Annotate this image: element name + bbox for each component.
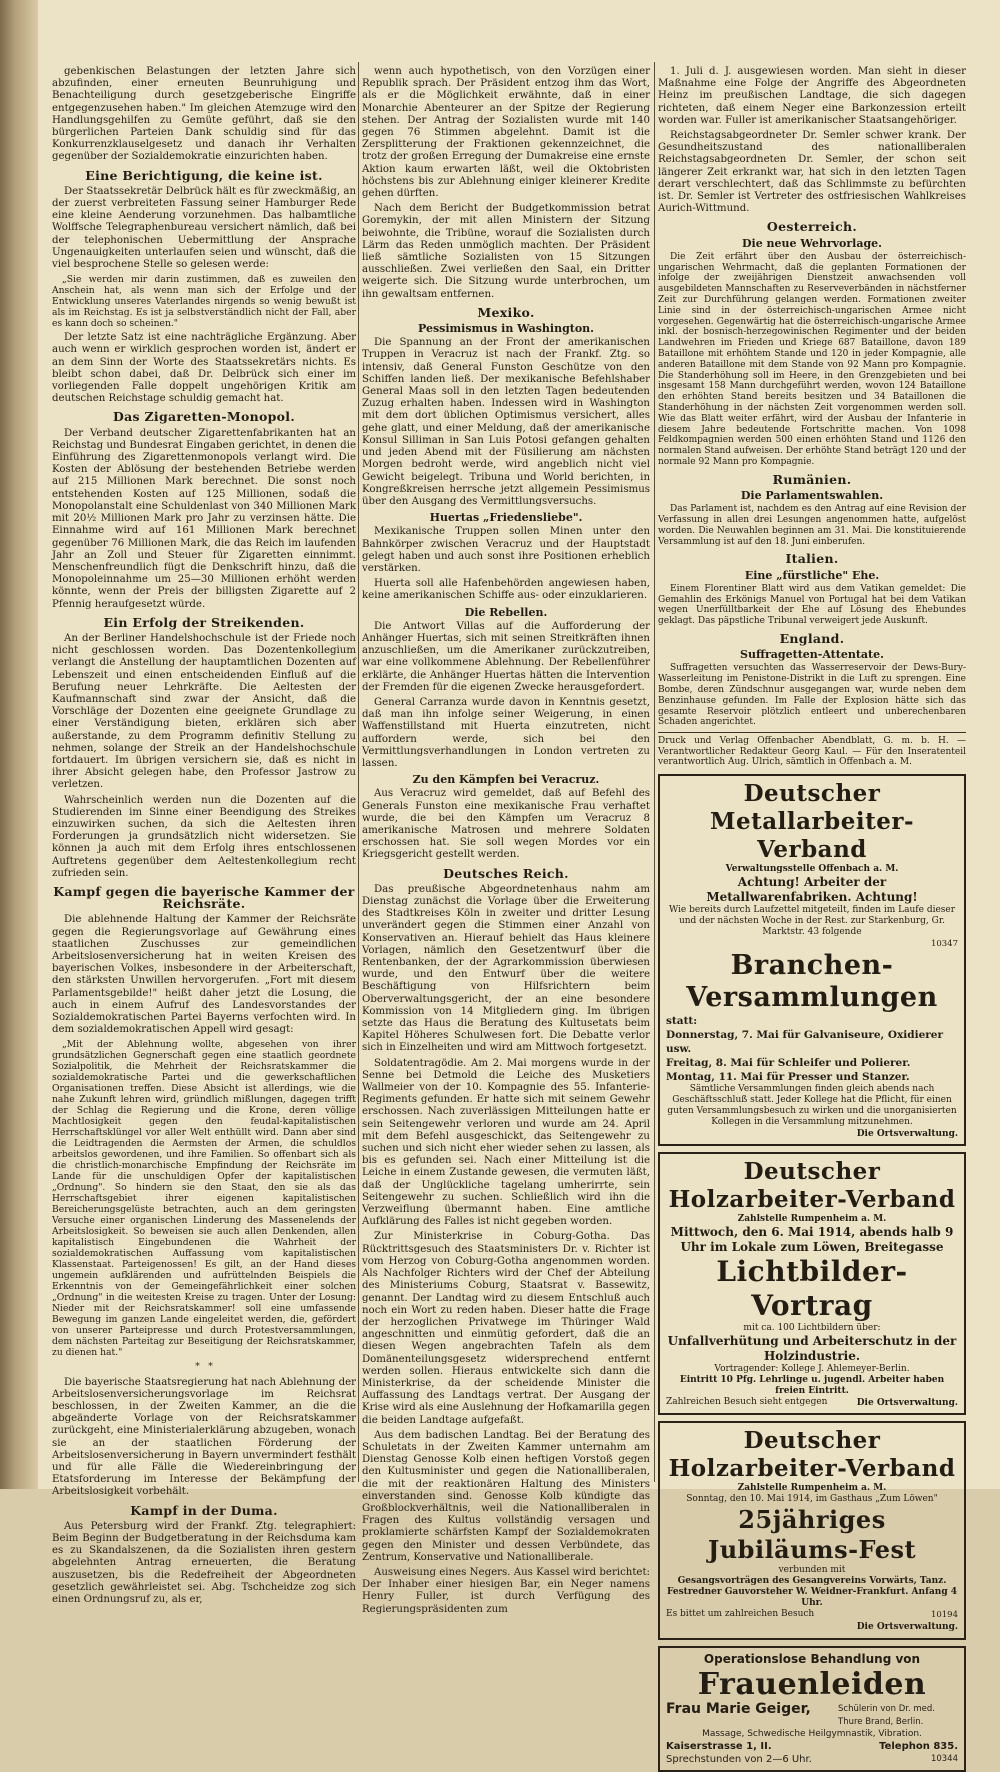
subheadline: Huertas „Friedensliebe". [429, 511, 583, 525]
paragraph: 1. Juli d. J. ausgewiesen worden. Man sieht in dieser Maßnahme eine Folge der Angriffe des Abgeordneten Heinz im preußischen Landtage, die sich dagegen richteten, daß einem Neger eine Barkonzession erteilt worden war. Fuller ist amerikanischer Staatsangehöriger. [658, 66, 966, 126]
paragraph: Die Zeit erfährt über den Ausbau der österreichisch-ungarischen Wehrmacht, daß die geplanten Formationen der infolge der zweijährigen Dienstzeit anwachsenden voll ausgebildeten Mannschaften zu Reserveverbänden in nächstferner Zeit zur Durchführung gelangen werden. Formationen zweiter Linie sind in der österreichisch-ungarischen Armee nicht vorgesehen. Gegenwärtig hat die österreichisch-ungarische Armee inkl. der bosnisch-herzegowinischen Regimenter und der beiden Landwehren im Frieden und Kriege 687 Bataillone, davon 189 Bataillone mit erhöhtem Stande und 120 in jeder Kompagnie, alle anderen Bataillone mit dem Stande von 92 Mann pro Kompagnie. Die Standerhöhung soll im Heere, in den Grenzgebieten und bei insgesamt 158 Mann durchgeführt werden, wovon 124 Bataillone den erhöhten Stand bereits besitzen und 34 Bataillonen die Standerhöhung in der nächsten Zeit vorgenommen werden soll. Wie das Blatt weiter erfährt, wird der Ausbau der Infanterie in diesem Jahre bedeutende Fortschritte machen. Von 1098 Feldkompagnien werden 500 einen erhöhten Stand und 1126 den normalen Stand aufweisen. Der erhöhte Stand beträgt 120 und der normale 92 Mann pro Kompagnie. [658, 251, 966, 467]
subheadline: Pessimismus in Washington. [417, 322, 595, 336]
paragraph: Die Spannung an der Front der amerikanischen Truppen in Veracruz ist nach der Frankf. Ztg. so intensiv, daß General Funston Geschütze von den Schiffen landen ließ. Der mexikanische Befehlshaber General Maas soll in den letzten Tagen bedeutenden Zuzug erhalten haben. Indessen wird in Washington mit dem dort üblichen Optimismus versichert, alles gehe glatt, und einer Meldung, daß der amerikanische Konsul Silliman in San Luis Potosi gefangen gehalten und jeden Abend mit der Füsilierung am nächsten Morgen bedroht werde, wird angeblich nicht viel Gewicht beigelegt. Tribuna und World berichten, in Kongreßkreisen herrsche jetzt allgemein Pessimismus über den Ausgang des Vermittlungsversuchs. [362, 337, 650, 507]
ad-title: Deutscher Holzarbeiter-Verband [668, 1427, 956, 1483]
ad-metallarbeiter [658, 774, 966, 1146]
subheadline: Die Parlamentswahlen. [740, 488, 884, 502]
ad-holzarbeiter-jubilaeum [658, 1421, 966, 1639]
paragraph: An der Berliner Handelshochschule ist der Friede noch nicht geschlossen worden. Das Dozentenkollegium verlangt die Anstellung der hauptamtlichen Dozenten auf Lebenszeit und einen entscheidenden Einfluß auf die Berufung neuer Lehrkräfte. Die Aeltesten der Kaufmannschaft sind zwar der Ansicht, daß die Vorschläge der Dozenten eine geeignete Grundlage zu einer Verständigung bieten, erklären sich aber außerstande, zu dem Programm definitiv Stellung zu nehmen, solange der Streik an der Handelshochschule fortdauert. Im übrigen versichern sie, daß es nicht in ihrer Absicht gelegen habe, den Professor Jastrow zu verletzen. [52, 632, 356, 791]
ad-headline: Frauenleiden [697, 1666, 927, 1702]
ad-name-row [666, 1700, 958, 1729]
ad-subtitle: Zahlstelle Rumpenheim a. M. [737, 1483, 887, 1494]
column-middle [362, 66, 650, 1615]
paragraph: Die Antwort Villas auf die Aufforderung der Anhänger Huertas, sich mit seinen Streitkräften ihnen anzuschließen, um die Amerikaner zurückzutreiben, war eine vollkommene Ablehnung. Der Rebellenführer erklärte, die Anhänger Huertas hätten die Intervention der Fremden für die eigenen Zwecke herausgefordert. [362, 620, 650, 693]
paragraph: Der letzte Satz ist eine nachträgliche Ergänzung. Aber auch wenn er wirklich gesprochen worden ist, ändert er an dem Sinn der Worte des Staatssekretärs nichts. Es bleibt schon dabei, daß Dr. Delbrück sich einer im vorliegenden Falle doppelt ungehörigen Kritik am deutschen Reichstage schuldig gemacht hat. [52, 332, 356, 405]
ad-statt: statt: [666, 1014, 698, 1027]
paragraph: Zur Ministerkrise in Coburg-Gotha. Das Rücktrittsgesuch des Staatsministers Dr. v. Richter ist vom Herzog von Coburg-Gotha angenommen worden. Als Nachfolger Richters wird der Chef der Abteilung des Ministeriums Coburg, Staatsrat v. Bassewitz, genannt. Der Landtag wird zu diesem Entschluß auch noch ein Wort zu reden haben. Dieser hatte die Frage der herzoglichen Privatwege im Thüringer Wald angeschnitten und einmütig gefordert, daß die an diesen Wegen angebrachten Tafeln als dem Domänenteilungsgesetz widersprechend entfernt werden sollen. Hieraus entwickelte sich dann die Ministerkrise, da der scheidende Minister die Auffassung des Landtags vertrat. Der Ausgang der Krise wird als eine Auslehnung der Hofkamarilla gegen die beiden Landtage aufgefaßt. [362, 1231, 650, 1426]
ad-speech: Festredner Gauvorsteher W. Weidner-Frankfurt. Anfang 4 Uhr. [666, 1587, 958, 1609]
headline-duma: Kampf in der Duma. [130, 1502, 278, 1518]
ad-visit: Es bittet um zahlreichen Besuch [666, 1609, 815, 1620]
paragraph: Aus Veracruz wird gemeldet, daß auf Befehl des Generals Funston eine mexikanische Frau verhaftet wurde, die bei den Kämpfen um Veracruz 8 amerikanische Matrosen und mehrere Soldaten erschossen hat. Sie soll wegen Mordes vor ein Kriegsgericht gestellt werden. [362, 788, 650, 861]
subheadline: Die Rebellen. [464, 605, 548, 619]
ad-headline: 25jähriges Jubiläums-Fest [707, 1505, 917, 1565]
ad-number: 10347 [930, 938, 958, 949]
ad-headline: Branchen-Versammlungen [686, 949, 938, 1013]
ad-name: Frau Marie Geiger, [666, 1700, 811, 1717]
ad-services: Massage, Schwedische Heilgymnastik, Vibration. [702, 1728, 922, 1739]
headline-italien: Italien. [785, 551, 839, 567]
paragraph: Reichstagsabgeordneter Dr. Semler schwer krank. Der Gesundheitszustand des nationalliberalen Reichstagsabgeordneten Dr. Semler, der schon seit längerer Zeit erkrankt war, hat sich in den letzten Tagen derart verschlechtert, daß das Schlimmste zu befürchten ist. Dr. Semler ist Vertreter des ostfriesischen Wahlkreises Aurich-Wittmund. [658, 130, 966, 215]
ad-hours: Sprechstunden von 2—6 Uhr. [666, 1753, 812, 1765]
paragraph: Das Parlament ist, nachdem es den Antrag auf eine Revision der Verfassung in allen drei Lesungen angenommen hatte, aufgelöst worden. Die Neuwahlen beginnen am 31. Mai. Die konstituierende Versammlung ist auf den 18. Juni einberufen. [658, 504, 966, 547]
ad-address-row [666, 1740, 958, 1753]
ad-holzarbeiter-vortrag [658, 1152, 966, 1415]
ad-phone: Telephon 835. [879, 1740, 958, 1752]
headline-zigaretten: Das Zigaretten-Monopol. [112, 409, 296, 425]
subheadline: Die neue Wehrvorlage. [742, 236, 882, 250]
subheadline: Eine „fürstliche" Ehe. [744, 568, 880, 582]
imprint: Druck und Verlag Offenbacher Abendblatt, G. m. b. H. — Verantwortlicher Redakteur Georg Kaul. — Für den Inseratenteil verantwortlich Aug. Ulrich, sämtlich in Offenbach a. M. [658, 732, 966, 768]
ad-subtitle: Zahlstelle Rumpenheim a. M. [737, 1214, 887, 1225]
headline-england: England. [779, 630, 845, 646]
headline-berichtigung: Eine Berichtigung, die keine ist. [85, 167, 323, 183]
ad-entry: Eintritt 10 Pfg. Lehrlinge u. jugendl. Arbeiter haben freien Eintritt. [679, 1375, 945, 1397]
quote: „Mit der Ablehnung wollte, abgesehen von ihrer grundsätzlichen Gegnerschaft gegen eine staatlich geordnete Sozialpolitik, die Mehrheit der Reichsratskammer die sozialdemokratische Partei und die gewerkschaftlichen Organisationen treffen. Diese Absicht ist allerdings, wie die nahe Zukunft lehren wird, gründlich mißlungen, dagegen trifft der Schlag die Regierung und die Krone, deren völlige Machtlosigkeit gegen den feudal-kapitalistischen Herrschaftsklüngel vor aller Welt enthüllt wird. Dann aber sind die Leidtragenden die Aermsten der Armen, die schuldlos arbeitslos gewordenen, und ihre Familien. So offenbart sich als die christlich-monarchische Empfindung der Reichsräte im Lande für die unschuldigen Opfer der kapitalistischen „Ordnung". So hindern sie den Staat, den sie als das Herrschaftsgebiet ihrer eigenen kapitalistischen Bereicherungsgelüste betrachten, auch an dem geringsten Versuche einer organischen Linderung des Massenelends der Arbeitslosigkeit. So beweisen sie auch allen Denkenden, allen kapitalistisch Eingebundenen die Wahrheit der sozialdemokratischen Auffassung vom kapitalistischen Klassenstaat. Parteigenossen! Es gilt, an der Hand dieses ungemein aufklärenden und aufrüttelnden Beispiels die Erkenntnis von der Gemeingefährlichkeit einer solchen „Ordnung" in die weitesten Kreise zu tragen. Unter der Losung: Nieder mit der Reichsratskammer! soll eine umfassende Bewegung im ganzen Lande eingeleitet werden, die, gefördert von unserer Parteipresse und durch Protestversammlungen, dem nächsten Parteitag zur Beseitigung der Reichsratskammer, zu dienen hat." [52, 1039, 356, 1359]
quote: „Sie werden mir darin zustimmen, daß es zuweilen den Anschein hat, als wenn man sich der Erfolge und der Entwicklung unseres Vaterlandes nirgends so wenig bewußt ist als im Reichstag. Es ist ja selbstverständlich nicht der Fall, aber es kann doch so scheinen." [52, 274, 356, 330]
paragraph: Aus dem badischen Landtag. Bei der Beratung des Schuletats in der Zweiten Kammer unternahm am Dienstag Genosse Kolb einen heftigen Vorstoß gegen den Kultusminister und gegen die Nationalliberalen, die mit der reaktionären Haltung des Ministers einverstanden sind. Genosse Kolb kündigte das Großblockverhältnis, weil die Nationalliberalen in Fragen des Kultus vollständig versagen und proklamierte schärfsten Kampf der Sozialdemokraten gegen den Minister und dessen Verbündete, das Zentrum, Konservative und Nationalliberale. [362, 1429, 650, 1563]
ad-line: Montag, 11. Mai für Presser und Stanzer. [666, 1070, 910, 1083]
paragraph: Ausweisung eines Negers. Aus Kassel wird berichtet: Der Inhaber einer hiesigen Bar, ein Neger namens Henry Fuller, ist durch Verfügung des Regierungspräsidenten zum [362, 1566, 650, 1615]
ad-with: verbunden mit [778, 1565, 846, 1576]
paragraph: Nach dem Bericht der Budgetkommission betrat Goremykin, der mit allen Ministern der Sitzung beiwohnte, die Tribüne, worauf die Sozialisten durch Lärm das Reden unmöglich machten. Der Präsident ließ sämtliche Sozialisten von 15 Sitzungen ausschließen. Zwei verließen den Saal, ein Dritter weigerte sich. Die Sitzung wurde unterbrochen, um ihn gewaltsam entfernen. [362, 203, 650, 300]
headline-oesterreich: Oesterreich. [766, 219, 858, 235]
ad-topic: Unfallverhütung und Arbeiterschutz in der Holzindustrie. [667, 1334, 957, 1364]
ad-footer [666, 1397, 958, 1409]
ad-title: Deutscher Metallarbeiter-Verband [710, 779, 914, 863]
paragraph: Mexikanische Truppen sollen Minen unter den Bahnkörper zwischen Veracruz und der Hauptstadt gelegt haben und auch sonst ihre Positionen erheblich verstärken. [362, 526, 650, 574]
ad-visit: Zahlreichen Besuch sieht entgegen [666, 1397, 828, 1408]
ad-with: mit ca. 100 Lichtbildern über: [743, 1323, 881, 1334]
ad-frauenleiden [658, 1646, 966, 1772]
headline-rumaenien: Rumänien. [772, 471, 852, 487]
column-left [52, 66, 356, 1606]
ad-headline: Lichtbilder-Vortrag [716, 1255, 908, 1323]
ad-number: 10344 [930, 1753, 958, 1764]
headline-reich: Deutsches Reich. [443, 865, 569, 881]
paragraph: Suffragetten versuchten das Wasserreservoir der Dews-Bury-Wasserleitung im Penistone-Distrikt in die Luft zu sprengen. Eine Bombe, deren Zündschnur ausgegangen war, wurde neben dem Benzinhause gefunden. Im Falle der Explosion hätte sich das gesamte Reservoir plötzlich entleert und unberechenbaren Schaden angerichtet. [658, 663, 966, 728]
ad-top: Operationslose Behandlung von [703, 1651, 921, 1666]
column-rule [654, 62, 655, 1482]
ad-when: Sonntag, den 10. Mai 1914, im Gasthaus „Zum Löwen" [686, 1494, 938, 1505]
column-rule [358, 62, 359, 1482]
ad-line: Donnerstag, 7. Mai für Galvaniseure, Oxidierer usw. [666, 1028, 944, 1055]
ad-note: Sämtliche Versammlungen finden gleich abends nach Geschäftsschluß statt. Jeder Kollege hat die Pflicht, für einen guten Versammlungsbesuch zu wirken und die unorganisierten Kollegen in die Versammlung mitzunehmen. [667, 1083, 957, 1127]
ad-signature: Die Ortsverwaltung. [856, 1622, 958, 1633]
paragraph: wenn auch hypothetisch, von den Vorzügen einer Republik sprach. Der Präsident entzog ihm das Wort, als er die Möglichkeit erwähnte, daß in einer Monarchie Abenteurer an der Spitze der Regierung stehen. Der Antrag der Sozialisten wurde mit 140 gegen 76 Stimmen abgelehnt. Damit ist die Zersplitterung der Fraktionen gekennzeichnet, die trotz der großen Erregung der Dumakreise eine ernste Aktion kaum erwarten läßt, weil die Oktobristen höchstens bis zur Ablehnung einiger kleinerer Kredite gehen dürften. [362, 66, 650, 200]
paragraph: Einem Florentiner Blatt wird aus dem Vatikan gemeldet: Die Gemahlin des Erkönigs Manuel von Portugal hat bei dem Vatikan wegen Unerfülltbarkeit der Ehe auf Lösung des Ehebundes geklagt. Das päpstliche Tribunal verweigert jede Auskunft. [658, 583, 966, 627]
ad-pupil: Schülerin von Dr. med. Thure Brand, Berlin. [838, 1703, 935, 1727]
ad-speaker: Vortragender: Kollege J. Ahlemeyer-Berlin. [714, 1364, 910, 1375]
ad-attention: Achtung! Arbeiter der Metallwarenfabriken. Achtung! [706, 874, 918, 904]
paragraph: Aus Petersburg wird der Frankf. Ztg. telegraphiert: Beim Beginn der Budgetberatung in der Reichsduma kam es zu Skandalszenen, da die Sozialisten ihren gestern abgelehnten Antrag erneuerten, die Beratung auszusetzen, bis die Redefreiheit der Abgeordneten gesetzlich gewährleistet sei. Abg. Tschcheidze zog sich einen Ordnungsruf zu, als er, [52, 1520, 356, 1606]
paragraph: Die ablehnende Haltung der Kammer der Reichsräte gegen die Regierungsvorlage auf Gewährung eines staatlichen Zuschusses zur gemeindlichen Arbeitslosenversicherung hat in weiten Kreisen des bayerischen Volkes, insbesondere in der Arbeiterschaft, den stärksten Unwillen hervorgerufen. „Fort mit diesem Parlamentsgebilde!" heißt daher jetzt die Losung, die auch in einem Aufruf des Landesvorstandes der Sozialdemokratischen Partei Bayerns verfochten wird. In dem sozialdemokratischen Appell wird gesagt: [52, 914, 356, 1036]
ad-signature: Die Ortsverwaltung. [856, 1128, 958, 1139]
ad-number: 10194 [930, 1610, 958, 1621]
ad-address: Kaiserstrasse 1, II. [666, 1740, 772, 1752]
subheadline: Suffragetten-Attentate. [740, 648, 884, 662]
separator: * * [195, 1362, 213, 1373]
headline-bayern: Kampf gegen die bayerische Kammer der Reichsräte. [53, 883, 355, 912]
paragraph: Der Verband deutscher Zigarettenfabrikanten hat an Reichstag und Bundesrat Eingaben gerichtet, in denen die Einführung des Zigarettenmonopols verlangt wird. Die Kosten der Ablösung der bestehenden Betriebe werden auf 215 Millionen Mark berechnet. Die sonst noch entstehenden Kosten auf 125 Millionen, sodaß die Monopolanstalt eine Schuldenlast von 340 Millionen Mark mit 20½ Millionen Mark pro Jahr zu verzinsen hätte. Die Einnahme wird auf 161 Millionen Mark berechnet gegenüber 76 Millionen Mark, die das Reich im laufenden Jahr an Zoll und Steuer für Zigaretten einnimmt. Menschenfreundlich fügt die Denkschrift hinzu, daß die Monopoleinnahme um 25—30 Millionen erhöht werden könnte, wenn der Preis der billigsten Zigarette auf 2 Pfennig heraufgesetzt würde. [52, 427, 356, 610]
paragraph: Wahrscheinlich werden nun die Dozenten auf die Studierenden im Sinne einer Beendigung des Streikes einzuwirken suchen, da sich die Aeltesten ihren Forderungen ja grundsätzlich nicht widersetzen. Sie können ja auch mit dem Erfolg ihres entschlossenen Auftretens gegenüber dem Aeltestenkollegium recht zufrieden sein. [52, 794, 356, 879]
article-continuation: gebenkischen Belastungen der letzten Jahre sich abzufinden, einer erneuten Beunruhigung und Benachteiligung durch gesetzgeberische Eingriffe entgegenzusehen haben." Im gleichen Atemzuge wird den Handlungsgehilfen zu Gemüte geführt, daß sie den bürgerlichen Parteien Dank schuldig sind für das Konkurrenzklauselgesetz und danach ihr Verhalten gegenüber der Sozialdemokratie einzurichten haben. [52, 66, 356, 163]
paragraph: Das preußische Abgeordnetenhaus nahm am Dienstag zunächst die Vorlage über die Erweiterung des Stadtkreises Köln in zweiter und dritter Lesung unverändert gegen die Stimmen einer Anzahl von Konservativen an. Hierauf behielt das Haus kleinere Vorlagen, nämlich den Gesetzentwurf über die Rentenbanken, der der Agrarkommission überwiesen wurde, und den Entwurf über die weitere Beschäftigung von Hilfsrichtern beim Oberverwaltungsgericht, der an eine besondere Kommission von 14 Mitgliedern ging. Im übrigen setzte das Haus die Beratung des Kultusetats beim Kapitel Höheres Schulwesen fort. Die Debatte verlor sich in Einzelheiten und wird am Mittwoch fortgesetzt. [362, 883, 650, 1054]
ad-when: Mittwoch, den 6. Mai 1914, abends halb 9 Uhr im Lokale zum Löwen, Breitegasse [670, 1225, 954, 1255]
column-right [658, 66, 966, 1765]
paragraph: Huerta soll alle Hafenbehörden angewiesen haben, keine amerikanischen Schiffe aus- oder einzuklarieren. [362, 578, 650, 602]
ad-signature: Die Ortsverwaltung. [856, 1398, 958, 1409]
ad-songs: Gesangsvorträgen des Gesangvereins Vorwärts, Tanz. [677, 1576, 947, 1587]
ad-title: Deutscher Holzarbeiter-Verband [668, 1158, 956, 1214]
paragraph: Die bayerische Staatsregierung hat nach Ablehnung der Arbeitslosenversicherungsvorlage im Reichsrat beschlossen, in der Zweiten Kammer, an die die abgeänderte Vorlage von der Reichsratskammer zurückgeht, eine Ministerialerklärung abzugeben, wonach sie an der staatlichen Förderung der Arbeitslosenversicherung in Bayern unvermindert festhält und für alle Fälle die Wiedereinbringung der Etatsforderung im Interesse der Bekämpfung der Arbeitslosigkeit vorbehält. [52, 1376, 356, 1498]
ad-line: Freitag, 8. Mai für Schleifer und Polierer. [666, 1056, 911, 1069]
ad-footer [666, 1609, 958, 1621]
book-binding [0, 0, 38, 1489]
headline-mexiko: Mexiko. [477, 304, 535, 320]
ad-intro: Wie bereits durch Laufzettel mitgeteilt, finden im Laufe dieser und der nächsten Woche in der Rest. zur Starkenburg, Gr. Marktstr. 43 folgende [668, 904, 956, 937]
paragraph: Soldatentragödie. Am 2. Mai morgens wurde in der Senne bei Detmold die Leiche des Musketiers Wallmeier von der 10. Kompagnie des 55. Infanterie-Regiments gefunden. Er hatte sich mit seinem Gewehr erschossen. Nach zuverlässigen Mitteilungen hatte er sein Seitengewehr verloren und wurde am 24. April mit dem Befehl ausgeschickt, das Seitengewehr zu suchen und sich nicht eher wieder sehen zu lassen, als bis es gefunden sei. Nach einer Mitteilung ist die Leiche in einem Zustande gewesen, die vermuten läßt, daß der Unglückliche tagelang umherirrte, sein Seitengewehr zu suchen. Schließlich wird ihn die Verzweiflung übermannt haben. Eine amtliche Aufklärung des Falles ist nicht gegeben worden. [362, 1057, 650, 1228]
headline-streikenden: Ein Erfolg der Streikenden. [103, 614, 305, 630]
subheadline: Zu den Kämpfen bei Veracruz. [412, 773, 600, 787]
ad-hours-row [666, 1753, 958, 1766]
ad-subtitle: Verwaltungsstelle Offenbach a. M. [725, 863, 899, 874]
paragraph: Der Staatssekretär Delbrück hält es für zweckmäßig, an der zuerst verbreiteten Fassung seiner Hamburger Rede eine kleine Aenderung vorzunehmen. Das halbamtliche Wolffsche Telegraphenbureau versichert nämlich, daß bei der telephonischen Uebermittlung der Ansprache Ungenauigkeiten unterlaufen seien und wünscht, daß die viel besprochene Stelle so gelesen werde: [52, 185, 356, 271]
paragraph: General Carranza wurde davon in Kenntnis gesetzt, daß man ihn infolge seiner Weigerung, in einen Waffenstillstand mit Huerta einzutreten, nicht auffordern werde, sich bei den Vermittlungsverhandlungen in London vertreten zu lassen. [362, 696, 650, 769]
